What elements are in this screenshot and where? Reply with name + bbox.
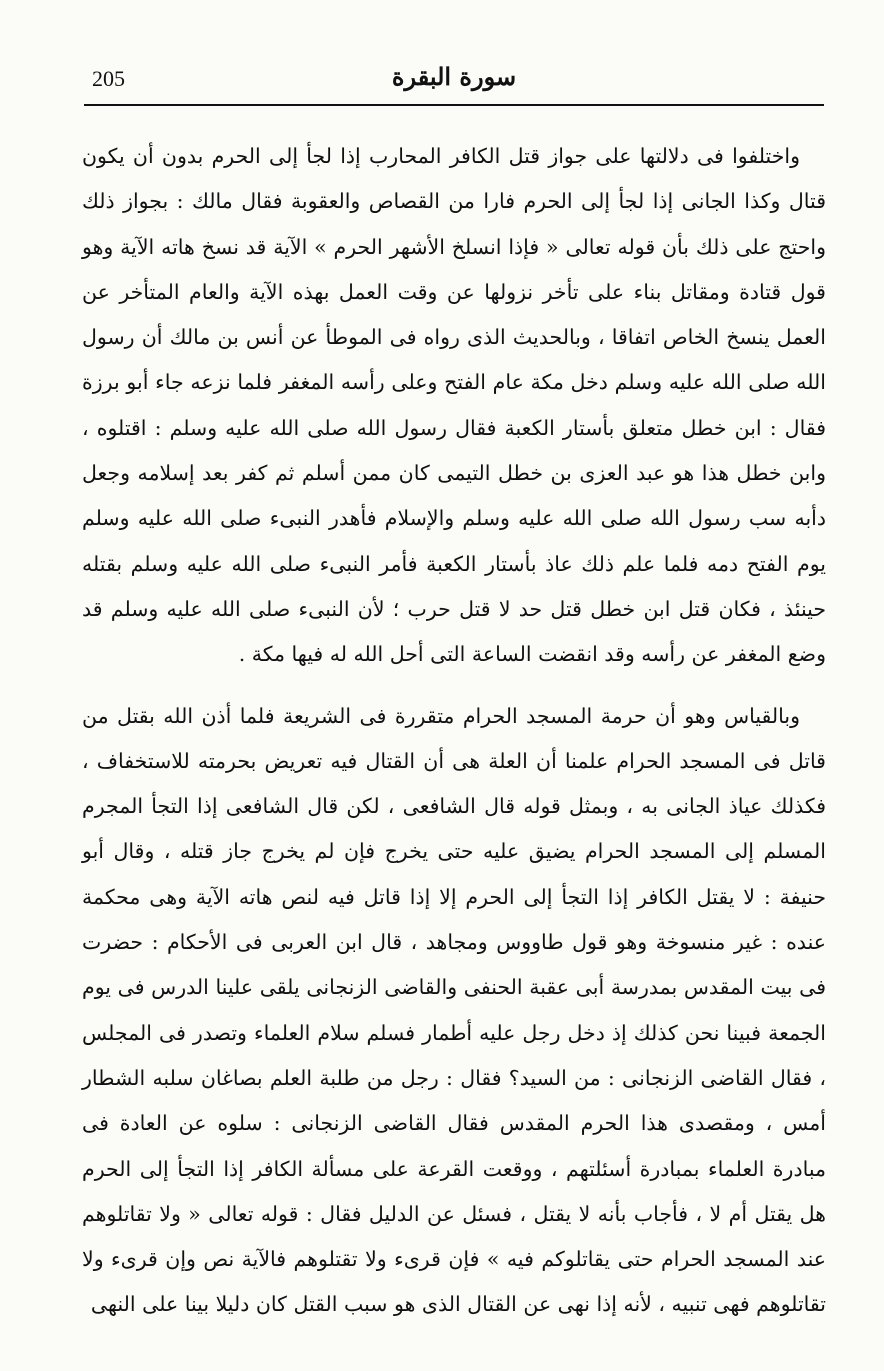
running-title: سورة البقرة xyxy=(391,62,517,91)
page-header xyxy=(84,58,824,106)
page-number: 205 xyxy=(92,66,125,91)
paragraph: وبالقياس وهو أن حرمة المسجد الحرام متقررة فى الشريعة فلما أذن الله بقتل من قاتل فى المسجد الحرام علمنا أن العلة هى أن القتال فيه تعريض بحرمته للاستخفاف ، فكذلك عياذ الجانى به ، وبمثل قوله قال الشافعى ، لكن قال الشافعى إذا التجأ المجرم المسلم إلى المسجد الحرام يضيق عليه حتى يخرج فإن لم يخرج جاز قتله ، وقال أبو حنيفة : لا يقتل الكافر إذا التجأ إلى الحرم إلا إذا قاتل فيه لنص هاته الآية وهى محكمة عنده : غير منسوخة وهو قول طاووس ومجاهد ، قال ابن العربى فى الأحكام : حضرت فى بيت المقدس بمدرسة أبى عقبة الحنفى والقاضى الزنجانى يلقى علينا الدرس فى يوم الجمعة فبينا نحن كذلك إذ دخل رجل عليه أطمار فسلم سلام العلماء وتصدر فى المجلس ، فقال القاضى الزنجانى : من السيد؟ فقال : رجل من طلبة العلم بصاغان سلبه الشطار أمس ، ومقصدى هذا الحرم المقدس فقال القاضى الزنجانى : سلوه عن العادة فى مبادرة العلماء بمبادرة أسئلتهم ، ووقعت القرعة على مسألة الكافر إذا التجأ إلى الحرم هل يقتل أم لا ، فأجاب بأنه لا يقتل ، فسئل عن الدليل فقال : قوله تعالى « ولا تقاتلوهم عند المسجد الحرام حتى يقاتلوكم فيه » فإن قرىء ولا تقتلوهم فالآية نص وإن قرىء ولا تقاتلوهم فهى تنبيه ، لأنه إذا نهى عن القتال الذى هو سبب القتل كان دليلا بينا على النهى xyxy=(82,703,826,1317)
body-text xyxy=(82,134,826,1328)
paragraph: واختلفوا فى دلالتها على جواز قتل الكافر المحارب إذا لجأ إلى الحرم بدون أن يكون قتال وكذا الجانى إذا لجأ إلى الحرم فارا من القصاص والعقوبة فقال مالك : بجواز ذلك واحتج على ذلك بأن قوله تعالى « فإذا انسلخ الأشهر الحرم » الآية قد نسخ هاته الآية وهو قول قتادة ومقاتل بناء على تأخر نزولها عن وقت العمل بهذه الآية والعام المتأخر عن العمل ينسخ الخاص اتفاقا ، وبالحديث الذى رواه فى الموطأ عن أنس بن مالك أن رسول الله صلى الله عليه وسلم دخل مكة عام الفتح وعلى رأسه المغفر فلما نزعه جاء أبو برزة فقال : ابن خطل متعلق بأستار الكعبة فقال رسول الله صلى الله عليه وسلم : اقتلوه ، وابن خطل هذا هو عبد العزى بن خطل التيمى كان ممن أسلم ثم كفر بعد إسلامه وجعل دأبه سب رسول الله صلى الله عليه وسلم والإسلام فأهدر النبىء صلى الله عليه وسلم يوم الفتح دمه فلما علم ذلك عاذ بأستار الكعبة فأمر النبىء صلى الله عليه وسلم بقتله حينئذ ، فكان قتل ابن خطل قتل حد لا قتل حرب ؛ لأن النبىء صلى الله عليه وسلم قد وضع المغفر عن رأسه وقد انقضت الساعة التى أحل الله له فيها مكة . xyxy=(82,144,826,667)
